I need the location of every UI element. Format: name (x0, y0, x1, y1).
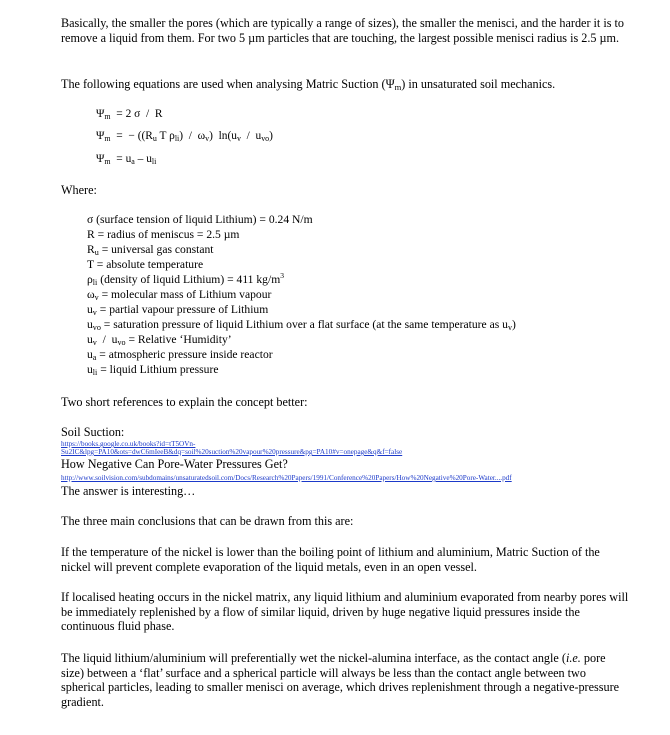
definition-ua: $u_a$ = atmospheric pressure inside reactor (87, 348, 273, 362)
intro-paragraph: Basically, the smaller the pores (which are typically a range of sizes), the smaller the menisci, and the harder it is to remove a liquid from them. For two 5 µm particles that are touching, the largest possible menisci radius is 2.5 µm. (61, 16, 625, 45)
definition-uvo: $u_{vo}$ = saturation pressure of liquid Lithium over a flat surface (at the same temperature as $u_v$) (87, 318, 516, 332)
definition-omega: $\omega_v$ = molecular mass of Lithium vapour (87, 288, 272, 302)
conclusions-intro: The three main conclusions that can be drawn from this are: (61, 514, 354, 528)
definition-uv: $u_v$ = partial vapour pressure of Lithium (87, 303, 269, 317)
definition-humidity: $u_v / u_{vo}$ = Relative ‘Humidity’ (87, 333, 232, 347)
answer-text: The answer is interesting… (61, 484, 196, 498)
conclusion-3: The liquid lithium/aluminium will preferentially wet the nickel-alumina interface, as the contact angle (i.e. pore size) between a ‘flat’ surface and a spherical particle will always be less than the contact angle between two spherical particles, leading to smaller menisci on average, which drives replenishment through a negative-pressure gradient. (61, 651, 620, 709)
definition-uli: $u_{li}$ = liquid Lithium pressure (87, 363, 219, 377)
definition-r: R = radius of meniscus = 2.5 µm (87, 228, 240, 241)
soil-suction-label: Soil Suction: (61, 425, 125, 439)
equation-2: $\Psi_m$ = − (($R_u$ T $\rho_{li}) / \omega_v$) $\ln(u_v / u_{vo})$ (96, 130, 273, 143)
equation-3: $\Psi_m = u_a - u_{li}$ (96, 153, 157, 166)
conclusion-1: If the temperature of the nickel is lower than the boiling point of lithium and aluminium, Matric Suction of the nickel will prevent complete evaporation of the liquid metals, even in an open vessel. (61, 545, 600, 574)
definition-t: T = absolute temperature (87, 258, 204, 271)
definition-rho: $\rho_{li}$ (density of liquid Lithium) = 411 $kg/m^3$ (87, 271, 284, 287)
pore-water-link[interactable]: http://www.soilvision.com/subdomains/unsaturatedsoil.com/Docs/Research%20Papers/1991/Conference%20Papers/How%20Negative%20Pore-Water....pdf (61, 474, 512, 482)
soil-suction-link-line-1[interactable]: https://books.google.co.uk/books?id=tT5OVn- (61, 440, 196, 448)
equations-intro: The following equations are used when analysing Matric Suction $(\Psi_m)$ in unsaturated soil mechanics. (61, 77, 556, 92)
references-intro: Two short references to explain the concept better: (61, 395, 308, 409)
soil-suction-link-line-2[interactable]: Su2IC&lpg=PA10&ots=dwC6mIeeB&dq=soil%20suction%20vapour%20pressure&pg=PA10#v=onepage&q&f=false (61, 448, 403, 456)
conclusion-2: If localised heating occurs in the nickel matrix, any liquid lithium and aluminium evaporated from nearby pores will be immediately replenished by a flow of similar liquid, driven by huge negative liquid pressures inside the continuous fluid phase. (61, 590, 629, 634)
definition-sigma: σ (surface tension of liquid Lithium) = 0.24 N/m (87, 213, 313, 226)
where-label: Where: (61, 183, 97, 197)
equation-1: $\Psi_m = 2$ σ / R (96, 108, 163, 121)
definition-ru: $R_u$ = universal gas constant (87, 243, 214, 257)
pore-water-reference-title: How Negative Can Pore-Water Pressures Get? (61, 457, 288, 471)
